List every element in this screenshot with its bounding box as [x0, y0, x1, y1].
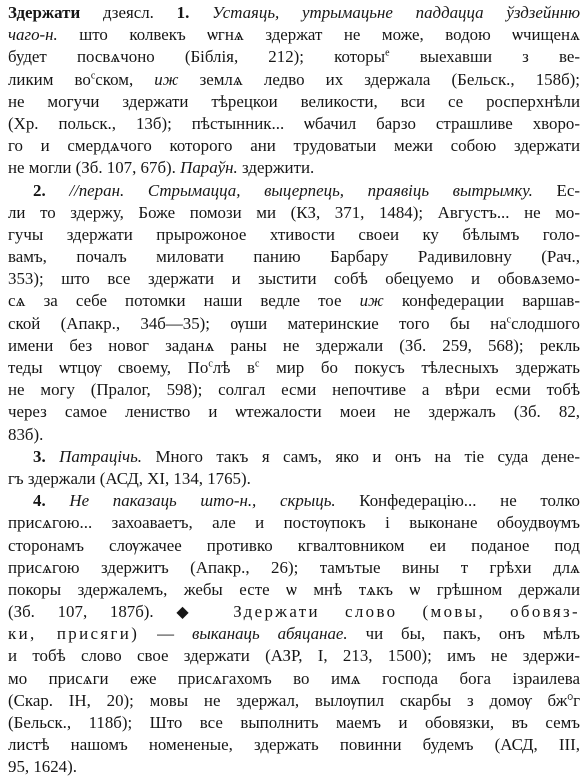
text-segment: 353); што все здержати и зыстити собѣ обецуемо и обовѧземо- — [8, 269, 580, 289]
text-segment: //перан. Стрымацца, выцерпець, праявіць вытрымку. — [45, 180, 533, 200]
text-segment: выканаць абяцанае. — [192, 624, 348, 644]
text-segment: мир бо покусъ тѣлесныхъ здержать — [259, 358, 580, 377]
diamond-icon: ◆ — [176, 604, 208, 622]
text-line — [8, 401, 580, 423]
text-line — [8, 357, 580, 379]
text-segment: го и смердѧчого которого ани трудоватыи межи собою здержати — [8, 136, 580, 156]
text-line — [8, 668, 580, 690]
text-segment: не могли (Зб. 107, 67б). — [8, 158, 181, 178]
text-segment: ской (Апакр., 34б—35); ѹши материнские того бы на — [8, 313, 507, 333]
text-line — [8, 69, 580, 91]
text-line — [8, 446, 580, 468]
text-segment: Ес- — [532, 180, 580, 200]
text-line — [8, 424, 580, 446]
text-segment: не могучи здержати тѣрецкои великости, вси се росперхнѣли — [8, 91, 580, 111]
text-line — [8, 135, 580, 157]
text-line — [8, 224, 580, 246]
text-line — [8, 157, 580, 179]
text-segment: ском, — [95, 69, 155, 89]
text-segment: с — [506, 314, 512, 325]
text-segment: ли то здержу, Боже помози ми (КЗ, 371, 1484); Августъ... не мо- — [8, 202, 580, 222]
text-segment: 2. — [33, 180, 46, 200]
text-line — [8, 712, 580, 734]
text-segment: и тобѣ слово свое здержати (АЗР, I, 213, 1500); имъ не здержи- — [8, 646, 580, 666]
text-segment: вамъ, почалъ миловати панию Барбару Радивиловну (Рач., — [8, 247, 580, 267]
text-line — [8, 379, 580, 401]
text-segment: будет посвѧчоно (Біблія, 212); которы — [8, 47, 386, 67]
text-segment: Устаяць, утрымацьне паддацца ўздзейнню — [189, 3, 580, 22]
text-segment: Не паказаць што-н., скрыць. — [69, 491, 336, 511]
text-segment: присѧгою... захоаваетъ, але и постѹпокъ і выконане обоудвѹмъ — [8, 513, 580, 533]
text-segment: 83б). — [8, 424, 44, 444]
text-line — [8, 490, 580, 512]
text-line — [8, 113, 580, 135]
text-segment: Параўн. — [180, 158, 238, 178]
text-segment: сторонамъ слѹжачее противко кгвалтовником еи поданое под — [8, 535, 580, 555]
text-line — [8, 512, 580, 534]
text-segment: сѧ за себе потомки наши ведле тое — [8, 291, 360, 311]
text-segment: ки, присяги) — [8, 624, 140, 644]
text-segment: землѧ ледво их здержала (Бельск., 158б); — [178, 69, 580, 89]
text-line — [8, 313, 580, 335]
text-segment: (Хр. польск., 13б); пѣстынник... ѡбачил барзо страшливе хворо- — [8, 113, 580, 133]
text-segment: е — [385, 47, 390, 59]
text-segment — [46, 491, 70, 510]
text-segment: Много такъ я самъ, яко и онъ на тіе суда дене- — [141, 446, 581, 466]
text-line — [8, 468, 580, 490]
text-line — [8, 24, 580, 46]
text-line — [8, 46, 580, 68]
text-segment: дзеясл. — [80, 3, 177, 22]
text-segment: (Зб. 107, 187б). — [8, 602, 177, 622]
text-segment: (Бельск., 118б); Што все выполнить маемъ и обовязки, въ семъ — [8, 713, 580, 732]
text-line — [8, 180, 580, 202]
text-segment: (Скар. ІН, 20); мовы не здержал, вылѹпил скарбы з домѹ бж — [8, 690, 568, 710]
text-segment: ѻ — [567, 691, 574, 703]
text-line — [8, 557, 580, 579]
text-segment: конфедерации варшав- — [383, 291, 580, 311]
text-segment: чи бы, пакъ, онъ мѣлъ — [347, 624, 581, 644]
text-segment: выехавши з ве- — [389, 47, 580, 67]
text-segment: што колвекъ ѡгнѧ здержат не може, водою ѡчищенѧ — [57, 25, 580, 45]
text-line — [8, 601, 580, 623]
text-line — [8, 2, 580, 24]
text-segment: — — [139, 624, 192, 644]
text-segment: покоры здержалемъ, жебы есте ѡ мнѣ тѧкъ ѡ грѣшном держали — [8, 579, 580, 599]
text-segment: 4. — [33, 491, 46, 511]
text-segment: лѣ в — [212, 358, 255, 377]
text-line — [8, 91, 580, 113]
text-segment: Патрацічь. — [59, 446, 142, 466]
text-line — [8, 268, 580, 290]
text-segment — [46, 447, 59, 466]
text-segment: чаго-н. — [8, 25, 58, 45]
dictionary-entry — [8, 2, 580, 779]
text-segment: 3. — [33, 446, 46, 466]
text-line — [8, 290, 580, 312]
text-segment: иж — [359, 291, 384, 311]
text-segment: гучы здержати прырожоное хтивости своеи ку бѣлымъ голо- — [8, 224, 580, 244]
text-line — [8, 756, 580, 778]
text-line — [8, 335, 580, 357]
text-segment: присѧгою здержитъ (Апакр., 26); тамътые вины т грѣхи длѧ — [8, 557, 580, 577]
text-segment: Здержати — [8, 3, 81, 22]
text-segment: слодшого — [511, 313, 580, 333]
text-line — [8, 202, 580, 224]
text-segment: ликим во — [8, 69, 91, 89]
text-line — [8, 535, 580, 557]
text-line — [8, 734, 580, 756]
text-segment: иж — [154, 69, 179, 89]
text-segment: 1. — [176, 3, 190, 22]
text-segment: мо присѧги еже присѧгахомъ во имѧ господа бога ізраилева — [8, 668, 580, 688]
text-segment: с — [90, 69, 96, 81]
text-line — [8, 579, 580, 601]
text-segment: через самое лениство и ѡтежалости моеи не здержалъ (Зб. 82, — [8, 402, 580, 422]
text-segment: гъ здержали (АСД, XI, 134, 1765). — [8, 468, 251, 488]
text-segment: здержити. — [237, 158, 315, 178]
text-segment: теды ѡтцѹ своему, По — [8, 358, 209, 377]
text-segment: листѣ нашомъ номененые, здержать повинни будемъ (АСД, III, — [8, 735, 580, 755]
text-segment: с — [208, 358, 213, 370]
text-line — [8, 645, 580, 667]
text-segment: г — [573, 690, 580, 710]
text-segment: не могу (Пралог, 598); солгал есми непочтиве а вѣри есми тобѣ — [8, 380, 580, 400]
text-segment: с — [254, 358, 260, 370]
text-segment: Здержати слово (мовы, обовяз- — [208, 602, 580, 622]
text-segment: имени без новог заданѧ раны не здержали (Зб. 259, 568); рекль — [8, 335, 580, 355]
text-line — [8, 623, 580, 645]
text-segment: Конфедерацію... не толко — [335, 491, 580, 511]
text-line — [8, 246, 580, 268]
text-line — [8, 690, 580, 712]
text-segment: 95, 1624). — [8, 757, 77, 777]
